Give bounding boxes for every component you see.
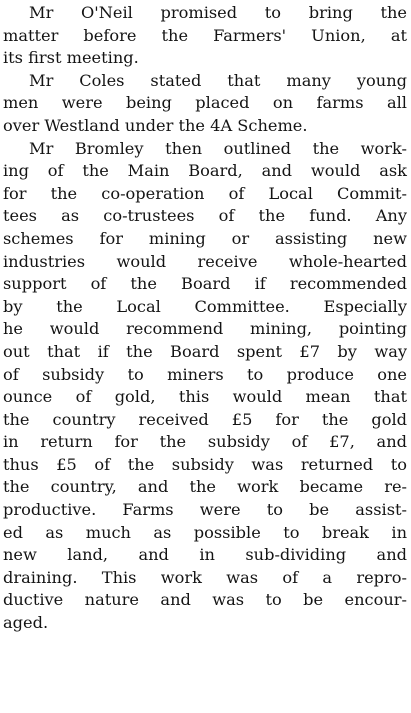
text-line: ductive nature and was to be encour- <box>3 590 407 610</box>
text-line: aged. <box>3 613 49 633</box>
text-line: over Westland under the 4A Scheme. <box>3 115 308 135</box>
text-line: draining. This work was of a repro- <box>3 567 407 587</box>
paragraph-bromley <box>3 138 407 635</box>
paragraph-oneil <box>3 2 407 70</box>
text-line: Mr O'Neil promised to bring the <box>29 3 407 22</box>
text-line: Mr Coles stated that many young <box>29 70 407 90</box>
text-line: the country received £5 for the gold <box>3 409 407 429</box>
text-line: he would recommend mining, pointing <box>3 319 407 339</box>
text-line: ounce of gold, this would mean that <box>3 387 407 407</box>
text-line: new land, and in sub-dividing and <box>3 545 407 565</box>
text-line: ed as much as possible to break in <box>3 522 407 542</box>
text-line: Mr Bromley then outlined the work- <box>29 138 407 158</box>
text-line: by the Local Committee. Especially <box>3 296 407 316</box>
text-line: productive. Farms were to be assist- <box>3 500 407 520</box>
text-line: schemes for mining or assisting new <box>3 228 407 248</box>
text-line: tees as co-trustees of the fund. Any <box>3 206 407 226</box>
text-line: matter before the Farmers' Union, at <box>3 25 407 45</box>
text-line: men were being placed on farms all <box>3 93 407 113</box>
text-line: in return for the subsidy of £7, and <box>3 432 407 452</box>
text-line: for the co-operation of Local Commit- <box>3 183 407 203</box>
paragraph-coles <box>3 70 407 138</box>
text-line: its first meeting. <box>3 48 139 68</box>
text-line: thus £5 of the subsidy was returned to <box>3 454 407 474</box>
text-line: out that if the Board spent £7 by way <box>3 341 407 361</box>
text-line: industries would receive whole-hearted <box>3 251 407 271</box>
text-line: of subsidy to miners to produce one <box>3 364 407 384</box>
text-line: ing of the Main Board, and would ask <box>3 161 407 181</box>
text-line: the country, and the work became re- <box>3 477 407 497</box>
text-line: support of the Board if recommended <box>3 274 407 294</box>
